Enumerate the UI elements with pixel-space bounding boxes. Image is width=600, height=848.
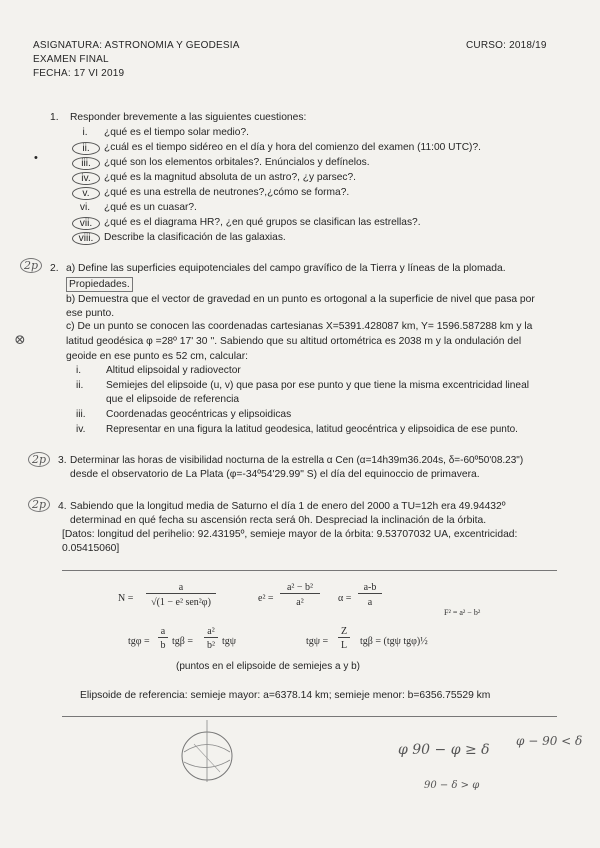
q2-subitem-number: ii. [76,380,84,391]
separator-line [62,570,557,571]
q2-b-line2: ese punto. [66,308,115,319]
q1-item-number: ii. [72,142,100,155]
q1-item-number: i. [82,127,88,138]
formula-tgpsi2-num: Z [338,626,350,638]
formula-F2: F² = a² − b² [444,608,481,617]
q2-subitem-text: Coordenadas geocéntricas y elipsoidicas [106,409,292,420]
formula-tgphi-num: a [158,626,168,638]
subject-label: ASIGNATURA: ASTRONOMIA Y GEODESIA [33,40,240,51]
q2-subitem-number: iii. [76,409,86,420]
q2-subitem-number: iv. [76,424,86,435]
q1-item-number: vii. [72,217,100,230]
q1-item-text: ¿qué es una estrella de neutrones?,¿cómo se forma?. [104,187,350,198]
handwritten-note-3: 90 − δ > φ [424,780,480,791]
q2-b-line1: b) Demuestra que el vector de gravedad en un punto es ortogonal a la superficie de nivel que pasa por [66,294,535,305]
formula-tgbeta2: tgβ = (tgψ tgφ)½ [360,636,428,647]
ellipse-sketch-icon [172,712,242,792]
q2-a-line1: a) Define las superficies equipotenciales del campo gravífico de la Tierra y líneas de la plomada. [66,263,506,274]
separator-line-bottom [62,716,557,717]
q2-subitem-text: que el elipsoide de referencia [106,394,240,405]
crossed-circle-icon: ⊗ [14,332,26,348]
q3-line2: desde el observatorio de La Plata (φ=-34º54'29.99" S) el día del equinoccio de primavera. [70,469,480,480]
q1-number: 1. [50,112,59,123]
bullet-mark-icon: • [34,152,38,164]
formula-tgbeta-lhs: tgβ = [172,636,194,647]
q4-line3: [Datos: longitud del perihelio: 92.43195º, semieje mayor de la órbita: 9.53707032 UA, excentricidad: [62,529,518,540]
formula-tgpsi2-lhs: tgψ = [306,636,329,647]
q1-item-number: iv. [72,172,100,185]
handwritten-mark-q3: 2p [28,452,50,467]
date-label: FECHA: 17 VI 2019 [33,68,125,79]
q1-item-text: Describe la clasificación de las galaxias. [104,232,286,243]
q2-subitem-number: i. [76,365,82,376]
q3-number: 3. [58,455,67,466]
q4-line2: determinad en qué fecha su ascensión recta será 0h. Despreciad la inclinación de la órbita. [70,515,487,526]
formula-tgphi-den: b [160,640,166,651]
formula-e2-lhs: e² = [258,593,274,604]
q2-number: 2. [50,263,59,274]
formula-N-num: a [146,582,216,594]
formula-N-lhs: N = [118,593,134,604]
q1-item-text: ¿qué es el diagrama HR?, ¿en qué grupos se clasifican las estrellas?. [104,217,421,228]
q1-item-number: iii. [72,157,100,170]
q1-item-text: ¿qué es el tiempo solar medio?. [104,127,249,138]
exam-label: EXAMEN FINAL [33,54,109,65]
formula-tgpsi-end: tgψ [222,636,237,647]
q2-subitem-text: Altitud elipsoidal y radiovector [106,365,241,376]
formula-tgpsi2-den: L [340,640,348,651]
formula-alpha-num: a-b [358,582,382,594]
q4-line4: 0.05415060] [62,543,120,554]
q2-a-line2: Propiedades. [66,277,133,292]
q2-c-line3: geoide en ese punto es 52 cm, calcular: [66,351,249,362]
q1-item-text: ¿qué es un cuasar?. [104,202,197,213]
q4-number: 4. [58,501,67,512]
q1-intro: Responder brevemente a las siguientes cuestiones: [70,112,307,123]
q3-line1: Determinar las horas de visibilidad nocturna de la estrella α Cen (α=14h39m36.204s, δ=-60º50'08.23") [70,455,524,466]
formula-e2-den: a² [296,597,304,608]
q2-subitem-text: Semiejes del elipsoide (u, v) que pasa por ese punto y que tiene la misma excentricidad lineal [106,380,530,391]
q2-c-line2: latitud geodésica φ =28º 17' 30 ''. Sabiendo que su altitud ortométrica es 2038 m y la ondulación del [66,336,522,347]
formula-note: (puntos en el elipsoide de semiejes a y b) [176,661,360,672]
q2-subitem-text: Representar en una figura la latitud geodesica, latitud geocéntrica y elipsoidica de ese punto. [106,424,518,435]
q1-item-text: ¿qué son los elementos orbitales?. Enúncialos y defínelos. [104,157,370,168]
q1-item-number: vi. [79,202,91,213]
handwritten-note-2: φ − 90 < δ [516,734,583,748]
handwritten-mark-q2: 2p [20,258,42,273]
handwritten-mark-q4: 2p [28,497,50,512]
formula-alpha-lhs: α = [338,593,352,604]
q4-line1: Sabiendo que la longitud media de Saturno el día 1 de enero del 2000 a TU=12h era 49.94432º [70,501,506,512]
q1-item-text: ¿qué es la magnitud absoluta de un astro?, ¿y parsec?. [104,172,357,183]
ellipsoid-reference: Elipsoide de referencia: semieje mayor: a=6378.14 km; semieje menor: b=6356.75529 km [80,690,491,701]
formula-tgbeta-den: b² [207,640,215,651]
formula-alpha-den: a [367,597,373,608]
formula-tgbeta-num: a² [204,626,218,638]
formula-N-den: √(1 − e² sen²φ) [151,597,211,608]
course-label: CURSO: 2018/19 [466,40,547,51]
formula-tgphi-lhs: tgφ = [128,636,150,647]
q1-item-text: ¿cuál es el tiempo sidéreo en el día y hora del comienzo del examen (11:00 UTC)?. [104,142,481,153]
q1-item-number: viii. [72,232,100,245]
q2-c-line1: c) De un punto se conocen las coordenadas cartesianas X=5391.428087 km, Y= 1596.587288 km y la [66,321,533,332]
q1-item-number: v. [72,187,100,200]
handwritten-note-1: φ 90 − φ ≥ δ [398,742,490,758]
formula-e2-num: a² − b² [280,582,320,594]
